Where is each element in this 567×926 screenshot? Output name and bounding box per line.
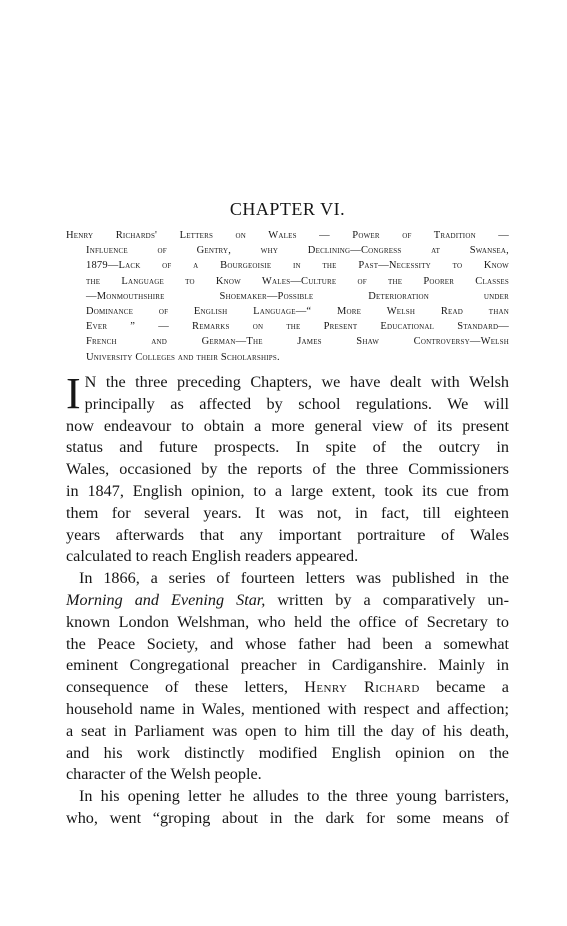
paragraph-line: who, went “groping about in the dark for some means of (66, 808, 509, 827)
person-name: Henry Richard (304, 678, 420, 697)
paragraph-line: Wales, occasioned by the reports of the three Commissioners (66, 460, 509, 479)
paragraph-line: calculated to reach English readers appeared. (66, 547, 359, 566)
paragraph-line: In 1866, a series of fourteen letters was published in the (79, 569, 509, 588)
paragraph-text: consequence of these letters, (66, 678, 305, 697)
paragraph-line: the Peace Society, and whose father had been a somewhat (66, 634, 509, 653)
drop-cap: I (66, 369, 81, 418)
paragraph-line: N the three preceding Chapters, we have dealt with Welsh (84, 373, 509, 391)
synopsis-line: the Language to Know Wales—Culture of the Poorer Classes (86, 275, 509, 287)
paragraph-line: years afterwards that any important portraiture of Wales (66, 525, 509, 544)
synopsis-line: 1879—Lack of a Bourgeoisie in the Past—Necessity to Know (86, 260, 509, 272)
paragraph-line: a seat in Parliament was open to him till the day of his death, (66, 721, 509, 740)
paragraph-text: became a (419, 678, 509, 697)
paragraph-text: written by a comparatively un- (265, 590, 509, 609)
body-text (66, 369, 509, 830)
paragraph-line: principally as affected by school regulations. We will (84, 394, 509, 413)
chapter-synopsis (66, 228, 509, 365)
paragraph-line: and his work distinctly modified English opinion on the (66, 743, 509, 762)
paragraph-line: In his opening letter he alludes to the three young barristers, (79, 787, 509, 806)
paragraph-line: now endeavour to obtain a more general view of its present (66, 416, 509, 435)
paragraph-line: status and future prospects. In spite of the outcry in (66, 438, 509, 457)
paragraph-line: household name in Wales, mentioned with respect and affection; (66, 699, 509, 718)
paragraph-line: in 1847, English opinion, to a large extent, took its cue from (66, 481, 509, 500)
paragraph-line: known London Welshman, who held the office of Secretary to (66, 612, 509, 631)
chapter-title: CHAPTER VI. (229, 199, 346, 219)
paragraph-line (66, 590, 509, 612)
synopsis-line: Dominance of English Language—“ More Welsh Read than (86, 306, 509, 318)
synopsis-line: Henry Richards' Letters on Wales — Power of Tradition — (66, 230, 509, 241)
paragraph-line (66, 677, 509, 699)
paragraph-1-opening (66, 369, 509, 418)
paragraph-line: them for several years. It was not, in fact, till eighteen (66, 503, 509, 522)
synopsis-line: University Colleges and their Scholarships. (86, 351, 280, 363)
synopsis-line: Ever ” — Remarks on the Present Educational Standard— (86, 321, 509, 333)
paragraph-line: eminent Congregational preacher in Cardiganshire. Mainly in (66, 656, 509, 675)
synopsis-line: French and German—The James Shaw Controversy—Welsh (86, 336, 509, 348)
synopsis-line: —Monmouthshire Shoemaker—Possible Deterioration under (86, 290, 509, 302)
paragraph-line: character of the Welsh people. (66, 765, 262, 784)
newspaper-title: Morning and Evening Star, (66, 590, 266, 609)
synopsis-line: Influence of Gentry, why Declining—Congress at Swansea, (86, 245, 509, 257)
